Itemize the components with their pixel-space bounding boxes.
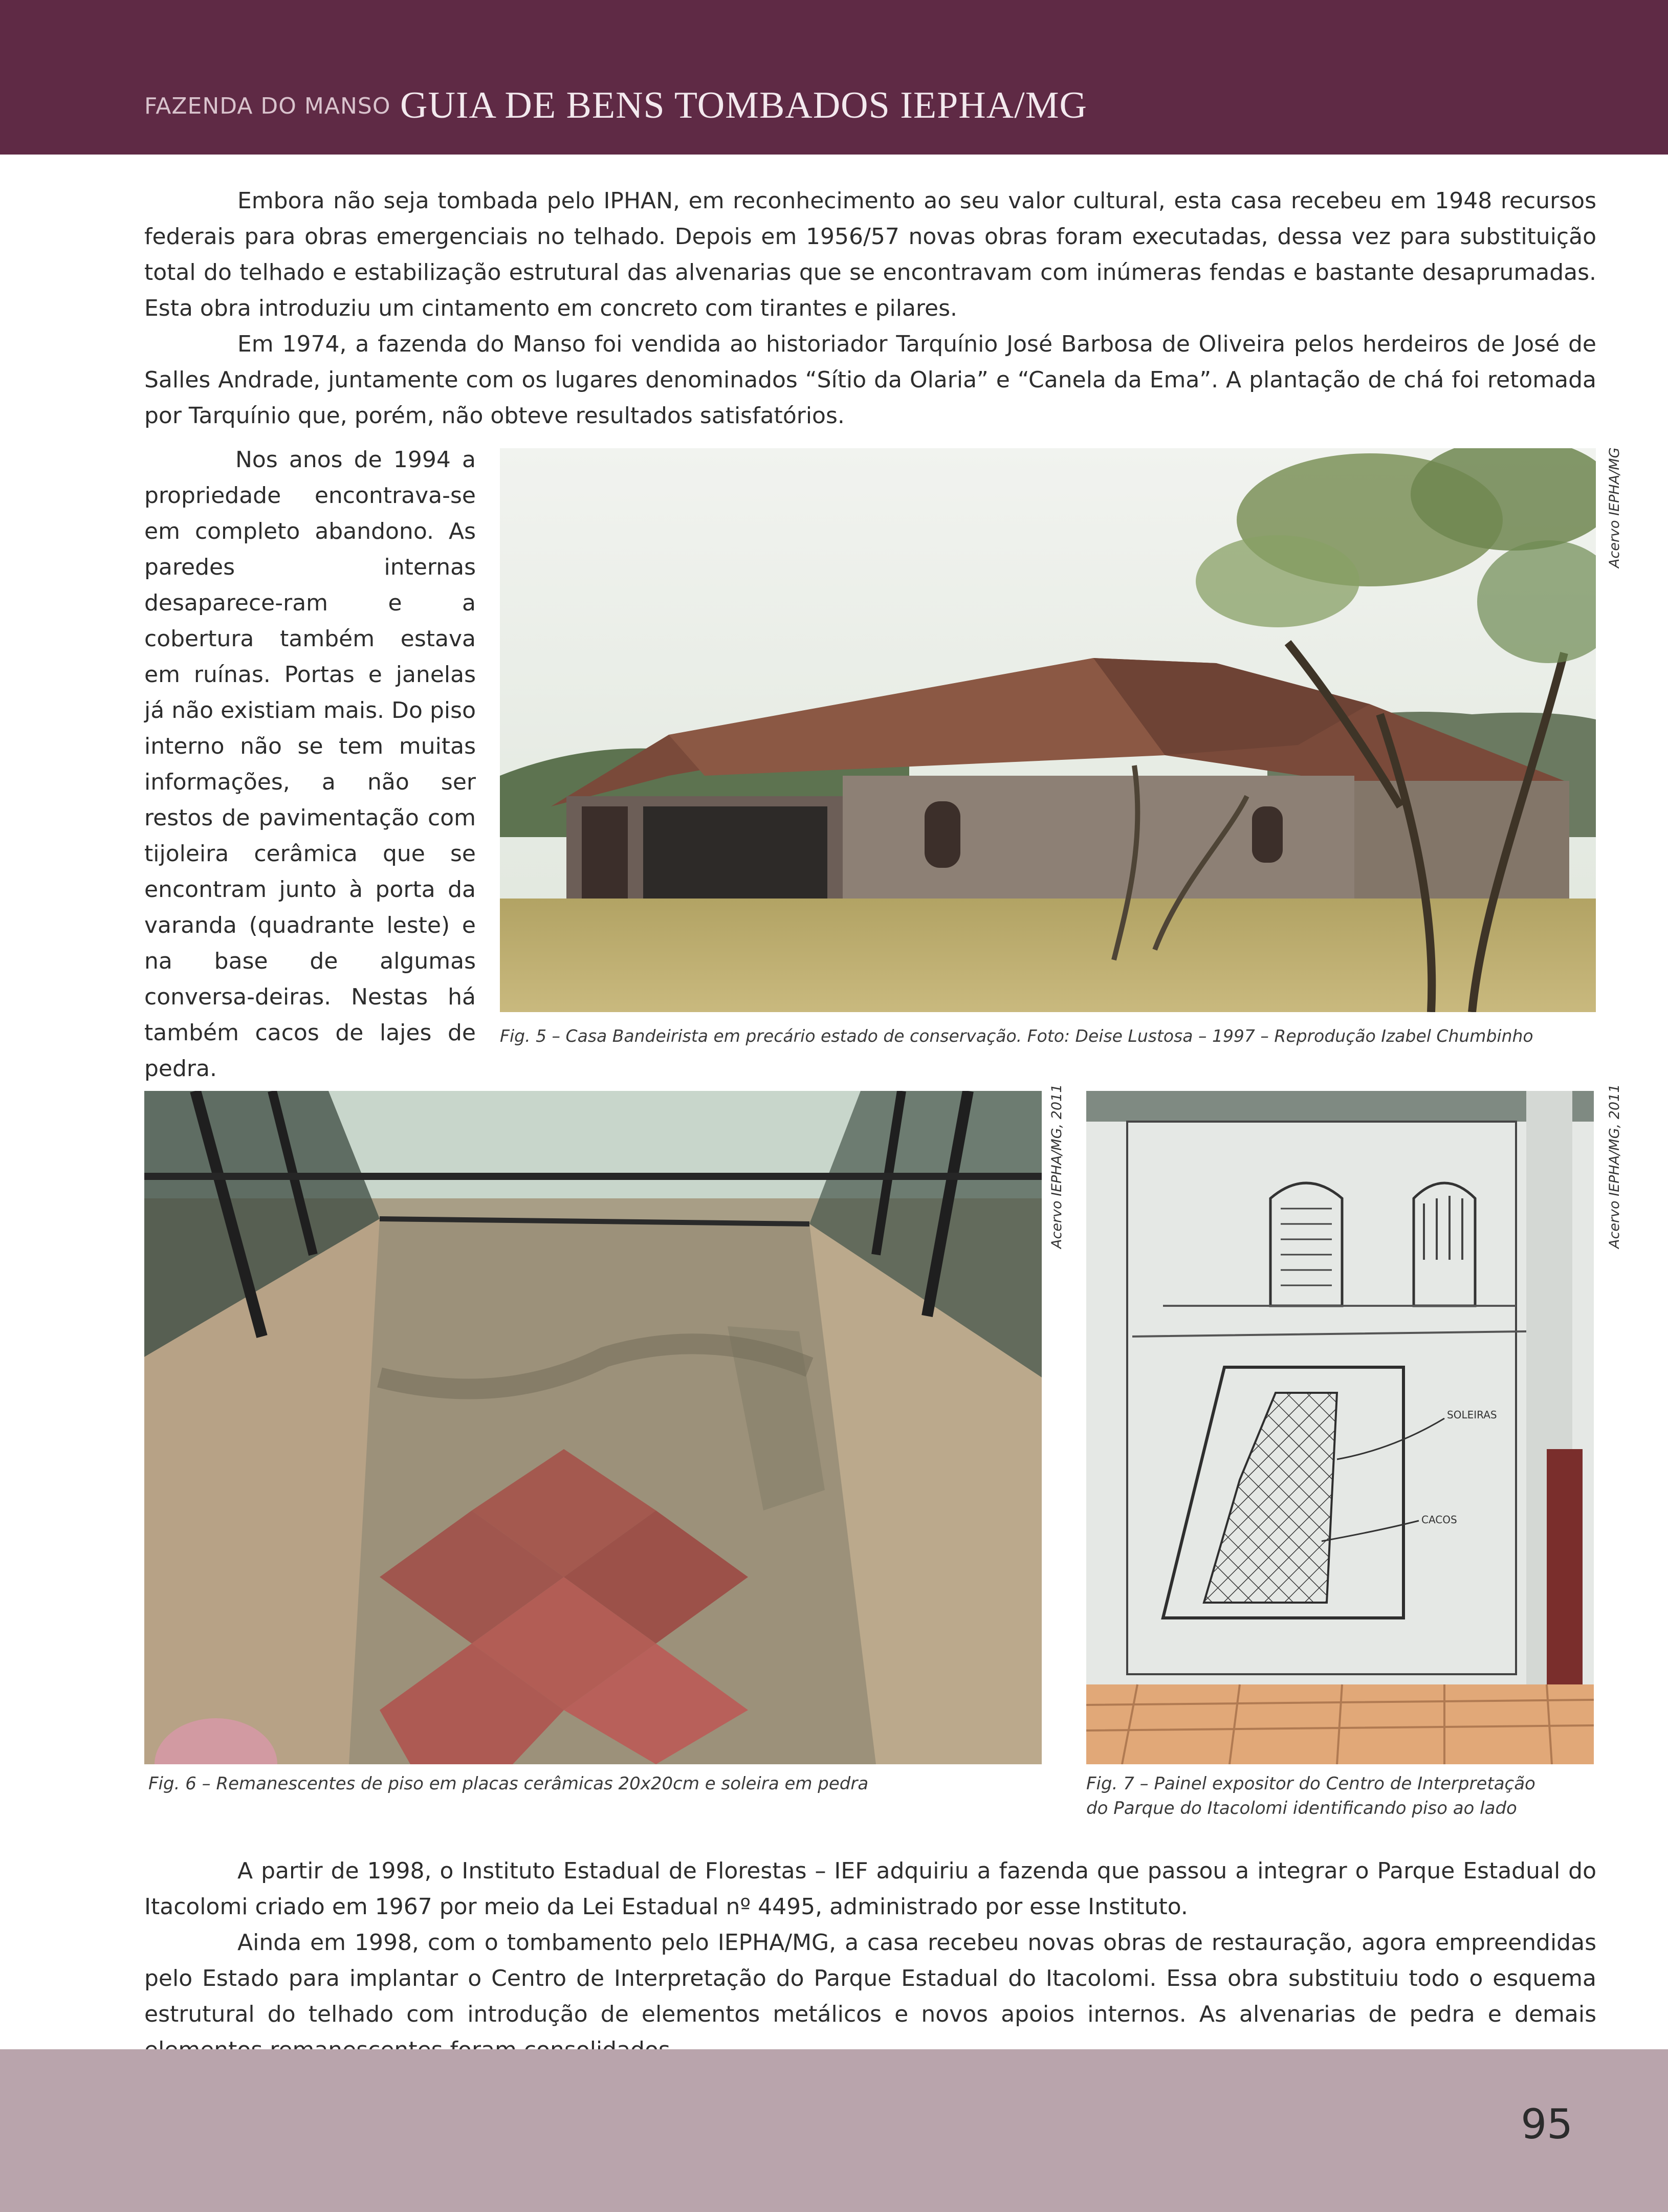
fig5-caption: Fig. 5 – Casa Bandeirista em precário estado de conservação. Foto: Deise Lustosa – 1997 – Reprodução Izabel Chumbinho <box>500 1026 1533 1046</box>
fig7-caption-line2: do Parque do Itacolomi identificando piso ao lado <box>1086 1798 1517 1819</box>
section-label: FAZENDA DO MANSO <box>144 93 391 119</box>
page-header <box>0 0 1668 155</box>
sketch-label-soleiras: SOLEIRAS <box>1447 1409 1497 1421</box>
exhibition-panel-photo <box>1086 1091 1594 1764</box>
page-footer <box>0 2049 1668 2212</box>
paragraph-1: Embora não seja tombada pelo IPHAN, em reconhecimento ao seu valor cultural, esta casa recebeu em 1948 recursos federais para obras emergenciais no telhado. Depois em 1956/57 novas obras foram executadas, dessa vez para substituição total do telhado e estabilização estrutural das alvenarias que se encontravam com inúmeras fendas e bastante desaprumadas. Esta obra introduziu um cintamento em concreto com tirantes e pilares. <box>144 188 1596 321</box>
fig6-credit: Acervo IEPHA/MG, 2011 <box>1049 1084 1065 1249</box>
fig6-caption: Fig. 6 – Remanescentes de piso em placas cerâmicas 20x20cm e soleira em pedra <box>148 1773 869 1794</box>
farmhouse-photo <box>500 448 1596 1012</box>
fig5-credit: Acervo IEPHA/MG <box>1607 447 1622 568</box>
fig7-caption-line1: Fig. 7 – Painel expositor do Centro de Interpretação <box>1086 1773 1535 1794</box>
paragraph-3: Nos anos de 1994 a propriedade encontrava-se em completo abandono. As paredes internas desaparece-ram e a cobertura também estava em ruínas. Portas e janelas já não existiam mais. Do piso interno não se tem muitas informações, a não ser restos de pavimentação com tijoleira cerâmica que se encontram junto à porta da varanda (quadrante leste) e na base de algumas conversa-deiras. Nestas há também cacos de lajes de pedra. <box>144 447 476 1082</box>
ceramic-floor-photo <box>144 1091 1042 1764</box>
sketch-label-cacos: CACOS <box>1421 1514 1457 1526</box>
fig7-credit: Acervo IEPHA/MG, 2011 <box>1607 1084 1622 1249</box>
paragraph-2: Em 1974, a fazenda do Manso foi vendida ao historiador Tarquínio José Barbosa de Oliveira pelos herdeiros de José de Salles Andrade, juntamente com os lugares denominados “Sítio da Olaria” e “Canela da Ema”. A plantação de chá foi retomada por Tarquínio que, porém, não obteve resultados satisfatórios. <box>144 331 1596 429</box>
paragraph-5: Ainda em 1998, com o tombamento pelo IEPHA/MG, a casa recebeu novas obras de restauração, agora empreendidas pelo Estado para implantar o Centro de Interpretação do Parque Estadual do Itacolomi. Essa obra substituiu todo o esquema estrutural do telhado com introdução de elementos metálicos e novos apoios internos. As alvenarias de pedra e demais <box>144 1930 1596 2027</box>
paragraph-4: A partir de 1998, o Instituto Estadual de Florestas – IEF adquiriu a fazenda que passou a integrar o Parque Estadual do Itacolomi criado em 1967 por meio da Lei Estadual nº 4495, administrado por esse Instituto. <box>144 1858 1596 1920</box>
guide-title: GUIA DE BENS TOMBADOS IEPHA/MG <box>400 84 1087 126</box>
page-number: 95 <box>1521 2100 1573 2148</box>
